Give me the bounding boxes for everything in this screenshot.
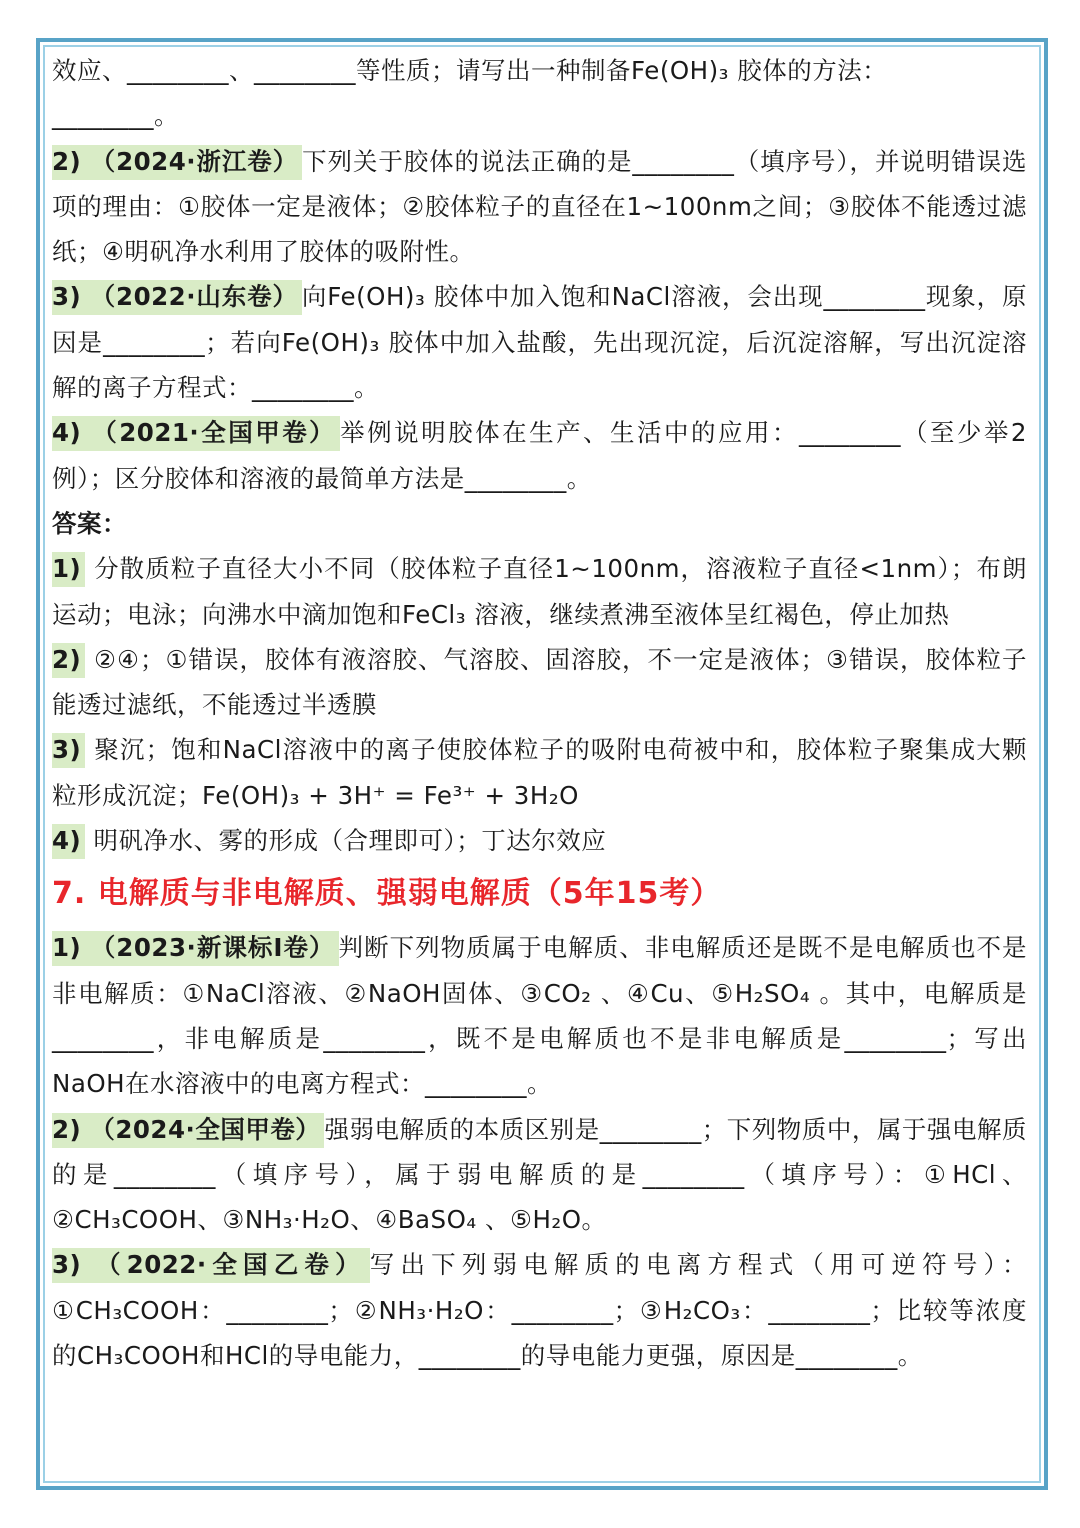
question-item <box>52 925 1027 1106</box>
answer-text: ②④；①错误，胶体有液溶胶、气溶胶、固溶胶，不一定是液体；③错误，胶体粒子能透过滤纸，不能透过半透膜 <box>52 644 1027 720</box>
answer-item <box>52 546 1027 637</box>
answer-text: 分散质粒子直径大小不同（胶体粒子直径1~100nm，溶液粒子直径<1nm）；布朗运动；电泳；向沸水中滴加饱和FeCl₃ 溶液，继续煮沸至液体呈红褐色，停止加热 <box>52 554 1027 629</box>
answer-text: 明矾净水、雾的形成（合理即可）；丁达尔效应 <box>85 826 607 856</box>
answer-number-tag: 1) <box>52 552 85 587</box>
question-source-tag: 3) （2022·山东卷） <box>52 280 302 315</box>
section-title: 7. 电解质与非电解质、强弱电解质（5年15考） <box>52 876 722 912</box>
question-text: 强弱电解质的本质区别是________；下列物质中，属于强电解质的是________（填序号），属于弱电解质的是________（填序号）：①HCl、②CH₃COOH、③NH₃·H₂O、④BaSO₄ 、⑤H₂O。 <box>52 1114 1027 1235</box>
question-item <box>52 1107 1027 1243</box>
question-source-tag: 4) （2021·全国甲卷） <box>52 416 340 451</box>
answer-text: 聚沉；饱和NaCl溶液中的离子使胶体粒子的吸附电荷被中和，胶体粒子聚集成大颗粒形成沉淀；Fe(OH)₃ + 3H⁺ = Fe³⁺ + 3H₂O <box>52 735 1027 810</box>
answer-number-tag: 2) <box>52 643 85 678</box>
question-item <box>52 410 1027 501</box>
question-source-tag: 2) （2024·浙江卷） <box>52 145 302 180</box>
q1-continuation-line: ________。 <box>52 101 179 131</box>
question-text: 写出下列弱电解质的电离方程式（用可逆符号）：①CH₃COOH：________；②NH₃·H₂O：________；③H₂CO₃：________；比较等浓度的CH₃COOH和HCl的导电能力，________的导电能力更强，原因是________。 <box>52 1250 1027 1371</box>
answer-number-tag: 3) <box>52 733 85 768</box>
question-item <box>52 139 1027 275</box>
answers-heading: 答案： <box>52 508 127 538</box>
answer-number-tag: 4) <box>52 824 85 859</box>
answer-item <box>52 637 1027 728</box>
q1-continuation-line: 效应、________、________等性质；请写出一种制备Fe(OH)₃ 胶体的方法： <box>52 56 888 85</box>
answer-item <box>52 727 1027 818</box>
question-text: 判断下列物质属于电解质、非电解质还是既不是电解质也不是非电解质：①NaCl溶液、②NaOH固体、③CO₂ 、④Cu、⑤H₂SO₄ 。其中，电解质是________，非电解质是________，既不是电解质也不是非电解质是________；写出NaOH在水溶液中的电离方程式：________。 <box>52 933 1027 1099</box>
question-source-tag: 2) （2024·全国甲卷） <box>52 1113 324 1148</box>
answer-item <box>52 818 1027 863</box>
question-text: 举例说明胶体在生产、生活中的应用：________（至少举2例）；区分胶体和溶液的最简单方法是________。 <box>52 418 1027 493</box>
question-text: 向Fe(OH)₃ 胶体中加入饱和NaCl溶液，会出现________现象，原因是________；若向Fe(OH)₃ 胶体中加入盐酸，先出现沉淀，后沉淀溶解，写出沉淀溶解的离子方程式：________。 <box>52 282 1027 403</box>
question-source-tag: 3) （2022·全国乙卷） <box>52 1248 370 1283</box>
question-text: 下列关于胶体的说法正确的是________（填序号），并说明错误选项的理由：①胶体一定是液体；②胶体粒子的直径在1~100nm之间；③胶体不能透过滤纸；④明矾净水利用了胶体的吸附性。 <box>52 146 1027 267</box>
question-source-tag: 1) （2023·新课标Ⅰ卷） <box>52 931 339 966</box>
document-body <box>52 48 1027 1378</box>
question-item <box>52 274 1027 410</box>
question-item <box>52 1242 1027 1378</box>
